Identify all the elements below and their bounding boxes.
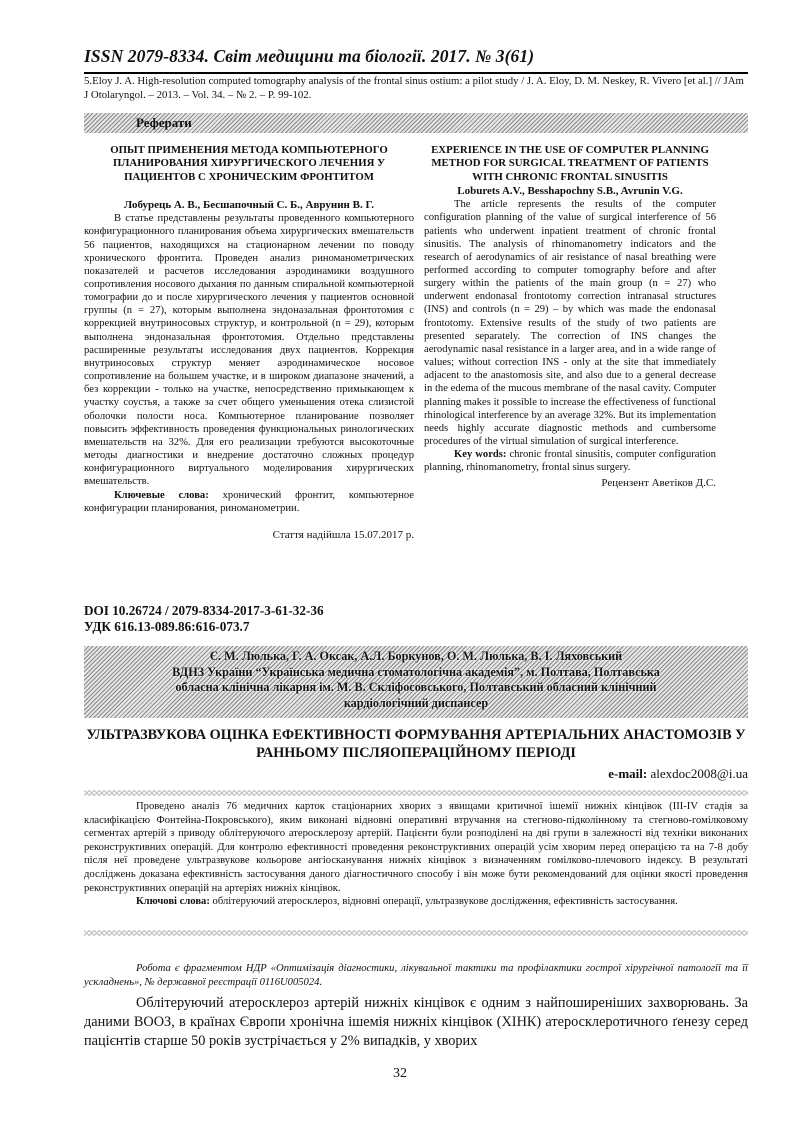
abstract-en-title: EXPERIENCE IN THE USE OF COMPUTER PLANNING METHOD FOR SURGICAL TREATMENT OF PATIENTS WITH CHRONIC FRONTAL SINUSITIS xyxy=(431,144,709,183)
reference-item: 5.Eloy J. A. High-resolution computed tomography analysis of the frontal sinus ostium: a pilot study / J. A. Eloy, D. M. Neskey, R. Vivero [et al.] // JAm J Otolaryngol. – 2013. – Vol. 34. – № 2. – P. 99-102. xyxy=(84,75,744,102)
body-paragraph: Облітеруючий атеросклероз артерій нижніх кінцівок є одним з найпоширеніших захворювань. За даними ВООЗ, в країнах Європи хронічна ішемія нижніх кінцівок (ХІНК) атеросклеротичного ґенезу серед пацієнтів старше 50 років зустрічається у 2% випадків, у хворих xyxy=(84,995,748,1049)
udc: УДК 616.13-089.86:616-073.7 xyxy=(84,619,250,634)
contact-email xyxy=(608,766,748,782)
keywords-label: Key words: xyxy=(454,449,507,461)
abstract-en-column xyxy=(424,144,716,490)
abstract-ru-column xyxy=(84,144,414,542)
funding-text: Робота є фрагментом НДР «Оптимізація діагностики, лікувальної тактики та профілактики гострої хірургічної патології та її ускладнень», № державної реєстрації 0116U005024. xyxy=(84,963,748,988)
affiliation-line: кардіологічний диспансер xyxy=(343,695,489,710)
email-link[interactable]: alexdoc2008@i.ua xyxy=(647,766,748,781)
affiliation-line: обласна клінічна лікарня ім. М. В. Скліфосовського, Полтавський обласний клінічний xyxy=(175,680,657,694)
abstract-ru-title: ОПЫТ ПРИМЕНЕНИЯ МЕТОДА КОМПЬЮТЕРНОГО ПЛАНИРОВАНИЯ ХИРУРГИЧЕСКОГО ЛЕЧЕНИЯ У ПАЦИЕНТОВ С ХРОНИЧЕСКИМ ФРОНТИТОМ xyxy=(110,144,388,183)
keywords-value: хронический фронтит, компьютерное конфигурации планирования, риноманометрии. xyxy=(84,489,415,514)
funding-note xyxy=(84,962,748,989)
article-identifiers xyxy=(84,603,324,635)
abstract-en-text: The article represents the results of the computer configuration planning of the value of surgical interference of 56 patients who underwent inpatient treatment of chronic frontal sinusitis. The analysis of rhinomanometry indicators and the research of aerodynamics of air resistance of nasal breathing were performed according to computer tomography before and after surgery within the patients of the main group (n = 27) who underwent endonasal frontotomy correction intranasal structures (INS) and controls (n = 29) – by which was made the endonasal frontotomy. Extensive results of the study of two patients are presented separately. The correction of INS changes the aerodynamic nasal resistance in a larger area, and in a wide range of values; without correction INS - only at the site that immediately adjacent to the anastomosis site, and also due to a general decrease in the edema of the mucous membrane of the nasal cavity. Computer planning makes it possible to increase the effectiveness of functional rhinological interference by an average 32%. But its implementation needs highly accurate diagnostic methods and cumbersome procedures of the virtual simulation of surgical interference. xyxy=(424,199,716,448)
article-title: УЛЬТРАЗВУКОВА ОЦІНКА ЕФЕКТИВНОСТІ ФОРМУВАННЯ АРТЕРІАЛЬНИХ АНАСТОМОЗІВ У РАННЬОМУ ПІСЛЯОПЕРАЦІЙНОМУ ПЕРІОДІ xyxy=(86,727,746,761)
keywords-label: Ключові слова: xyxy=(136,896,210,908)
article-body xyxy=(84,994,748,1051)
abstract-ua-text: Проведено аналіз 76 медичних карток стаціонарних хворих з явищами критичної ішемії нижніх кінцівок (III-IV стадія за класифікацією Фонтейна-Покровського), яким виконані відновні оперативні втручання на стегново-підколінному та стегново-гомілковому сегментах артерій з приводу облітеруючого атеросклерозу артерій. Пацієнти були розподілені на дві групи в залежності від техніки виконаних реконструктивних операцій. Для контролю ефективності проведення реконструктивних операцій усім хворим перед операцією та на 7-8 добу після неї проведене ультразвукове кольорове ангіосканування нижніх кінцівок з визначенням гомілково-плечового індексу. В результаті досліджень доказана ефективність застосування даного діагностичного способу і він може бути рекомендований для оцінки якості проведення реконструктивних операцій на артеріях нижніх кінцівок. xyxy=(84,801,748,894)
keywords-value: облітеруючий атеросклероз, відновні операції, ультразвукове дослідження, ефективність застосування. xyxy=(209,896,678,908)
doi: DOI 10.26724 / 2079-8334-2017-3-61-32-36 xyxy=(84,603,324,618)
abstract-en-keywords xyxy=(424,448,716,474)
journal-running-header: ISSN 2079-8334. Світ медицини та біології. 2017. № 3(61) xyxy=(84,46,748,74)
page-number: 32 xyxy=(393,1066,407,1081)
email-label: e-mail: xyxy=(608,766,648,781)
abstract-ua xyxy=(84,800,748,909)
reviewer: Рецензент Аветіков Д.С. xyxy=(601,476,716,489)
received-date: Стаття надійшла 15.07.2017 р. xyxy=(272,528,414,541)
abstract-ru-keywords xyxy=(84,489,414,515)
affiliation-line: ВДНЗ України “Українська медична стоматологічна академія”, м. Полтава, Полтавська xyxy=(172,664,660,679)
zigzag-divider xyxy=(84,930,748,936)
article-authors: Є. М. Люлька, Г. А. Оксак, А.Л. Боркунов, О. М. Люлька, В. І. Ляховський xyxy=(209,649,623,663)
keywords-label: Ключевые слова: xyxy=(114,489,209,501)
affiliation-bar xyxy=(84,646,748,718)
abstract-ru-authors: Лобурець А. В., Бесшапочный С. Б., Аврунин В. Г. xyxy=(124,199,374,212)
zigzag-divider xyxy=(84,790,748,796)
abstract-ru-text: В статье представлены результаты проведенного компьютерного конфигурационного планирования объема хирургических вмешательств 56 пациентов, находящихся на стационарном лечении по поводу хронического фронтита. Проведен анализ риноманометрических показателей и расчетов исследования аэродинамики воздушного сопротивления носового дыхания по данным спиральной компьютерной томографии до и после хирургического лечения у пациентов основной группы (n = 27), которым выполнена эндоназальная фронтотомия с коррекцией внутриносовых структур, и контрольной (n = 29), которым выполнена эндоназальная фронтотомия. Отдельно представлены расширенные результаты исследования двух пациентов. Коррекция внутриносовых структур меняет аэродинамическое носовое сопротивление на большем участке, и в широком диапазоне значений, а без коррекции - только на участке, непосредственно примыкающем к участку соустья, а также за счет общего уменьшения отека слизистой оболочки полости носа. Компьютерное планирование позволяет повысить эффективность проведения функциональных ринологических вмешательств на 32%. Для его реализации требуются высокоточные методы диагностики и внедрение достаточно сложных процедур конфигурационного виртуального моделирования хирургических вмешательств. xyxy=(84,213,414,488)
abstract-en-authors: Loburets A.V., Besshapochny S.B., Avrunin V.G. xyxy=(457,185,683,198)
keywords-value: chronic frontal sinusitis, computer configuration planning, rhinomanometry, frontal sinus surgery. xyxy=(424,449,716,474)
section-title: Реферати xyxy=(136,115,192,130)
section-bar xyxy=(84,113,748,133)
abstract-ua-keywords xyxy=(84,895,748,909)
